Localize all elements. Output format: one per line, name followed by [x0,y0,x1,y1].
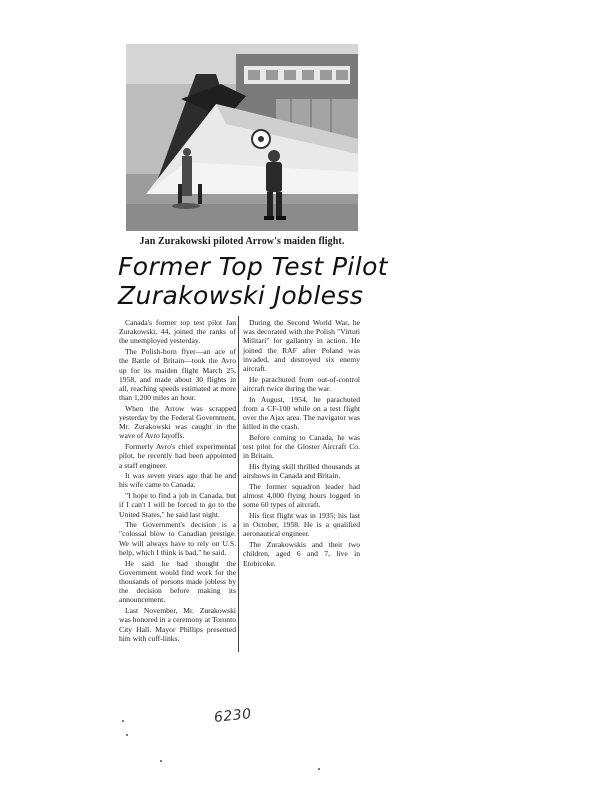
arrow-aircraft-photo [126,44,358,231]
news-photo [126,44,358,231]
column-divider [238,316,239,652]
paragraph: His flying skill thrilled thousands at airshows in Canada and Britain. [243,462,360,481]
paragraph: The Polish-born flyer—an ace of the Battle of Britain—took the Avro up for its maiden flight March 25, 1958, and made about 30 flights in all, reaching speeds estimated at more than 1,200 miles an hour. [119,347,236,403]
paragraph: The Government's decision is a "colossal blow to Canadian prestige. We will always have to rely on U.S. help, which I think is bad," he said. [119,520,236,557]
speck [318,768,320,770]
paragraph: In August, 1954, he parachuted from a CF-100 while on a test flight over the Ajax area. The navigator was killed in the crash. [243,394,360,432]
article-column-right [243,318,360,568]
article-column-left [119,318,236,643]
paragraph: Canada's former top test pilot Jan Zurakowski, 44, joined the ranks of the unemployed yesterday. [119,318,236,346]
paragraph: His first flight was in 1935; his last in October, 1958. He is a qualified aeronautical engineer. [243,511,360,539]
paragraph: Formerly Avro's chief experimental pilot, he recently had been appointed a staff engineer. [119,442,236,470]
paragraph: The Zurakowskis and their two children, aged 6 and 7, live in Etobicoke. [243,540,360,568]
paragraph: When the Arrow was scrapped yesterday by the Federal Government, Mr. Zurakowski was caught in the wave of Avro layoffs. [119,403,236,441]
photo-caption: Jan Zurakowski piloted Arrow's maiden flight. [139,236,345,247]
paragraph: He parachuted from out-of-control aircraft twice during the war. [243,374,360,393]
headline-line-1: Former Top Test Pilot [118,252,389,281]
paragraph: Last November, Mr. Zurakowski was honored in a ceremony at Toronto City Hall. Mayor Phillips presented him with cuff-links. [119,606,236,643]
paragraph: "I hope to find a job in Canada, but if I can't I will be forced to go to the United States," he said last night. [119,491,236,519]
handwritten-archive-number: 6230 [213,706,253,726]
paragraph: Before coming to Canada, he was test pilot for the Gloster Aircraft Co. in Britain. [243,432,360,461]
speck [122,720,124,722]
headline-line-2: Zurakowski Jobless [118,281,364,310]
headline [118,252,389,310]
paragraph: During the Second World War, he was decorated with the Polish "Virtuti Militari" for gallantry in action. He joined the RAF after Poland was invaded, and destroyed six enemy aircraft. [243,318,360,374]
paragraph: The former squadron leader had almost 4,000 flying hours logged in some 60 types of aircraft. [243,481,360,510]
paragraph: It was seven years ago that he and his wife came to Canada. [119,471,236,490]
speck [160,760,162,762]
paragraph: He said he had thought the Government would find work for the thousands of persons made jobless by the decision before making its announcement. [119,558,236,605]
speck [126,734,128,736]
